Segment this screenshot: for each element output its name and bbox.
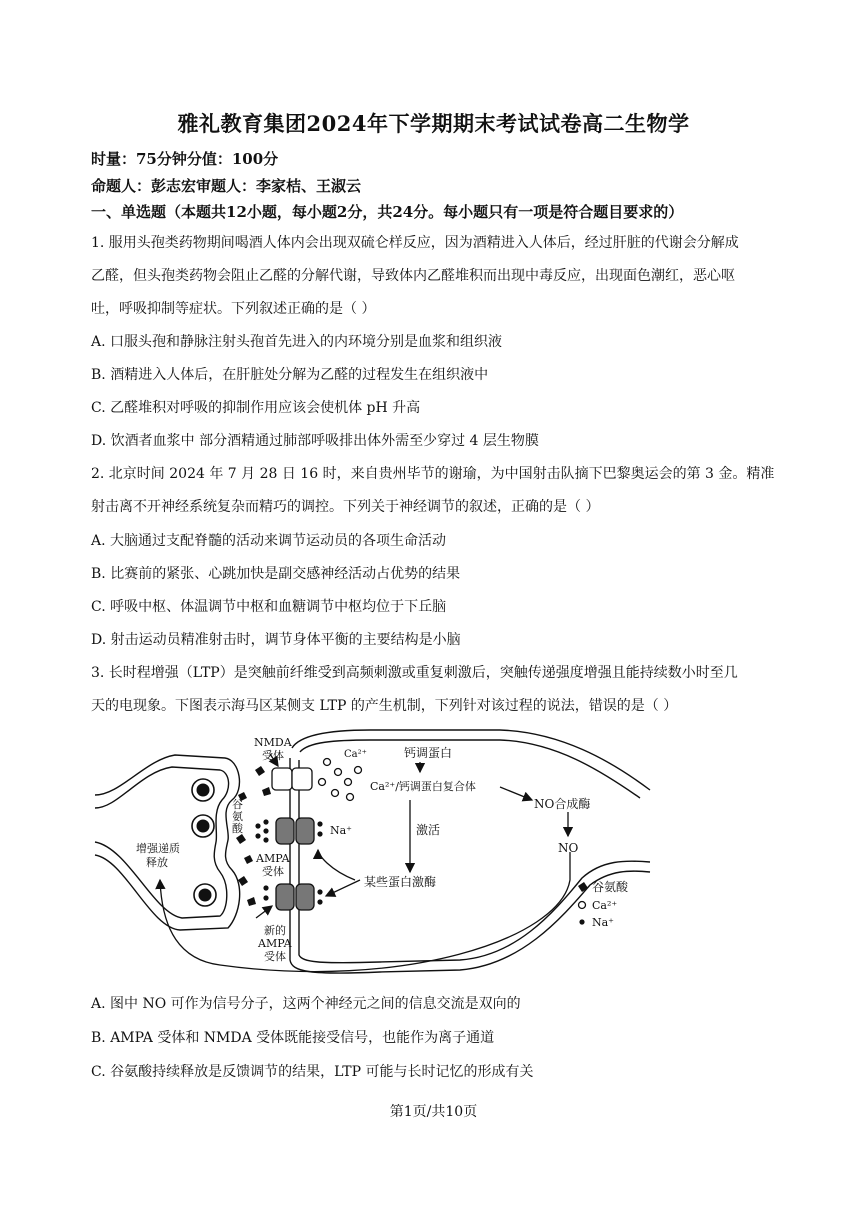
legend-glutamate: 谷氨酸 [592,880,629,894]
label-new-ampa-1: 新的 [264,924,286,937]
label-complex: Ca²⁺/钙调蛋白复合体 [370,780,476,793]
q3-stem-line2: 天的电现象。下图表示海马区某侧支 LTP 的产生机制，下列针对该过程的说法，错误的是（ ） [91,698,678,714]
label-glu-2: 氨 [232,810,243,823]
exam-title: 雅礼教育集团2024年下学期期末考试试卷高二生物学 [177,111,690,136]
page-footer: 第1页/共10页 [389,1104,478,1120]
q1-stem-line1: 1. 服用头孢类药物期间喝酒人体内会出现双硫仑样反应，因为酒精进入人体后，经过肝脏的代谢会分解成 [91,235,739,251]
ltp-mechanism-figure [0,725,867,985]
exam-authors: 命题人：彭志宏审题人：李家桔、王淑云 [91,177,362,195]
q2-option-c: C. 呼吸中枢、体温调节中枢和血糖调节中枢均位于下丘脑 [91,599,447,615]
label-nmda-1: NMDA [254,736,292,749]
synaptic-vesicles [192,779,216,906]
no-feedback-line [160,852,570,972]
glutamate-molecules [236,766,271,906]
label-nmda-2: 受体 [262,749,284,762]
label-new-ampa-3: 受体 [264,950,286,963]
q3-stem-line1: 3. 长时程增强（LTP）是突触前纤维受到高频刺激或重复刺激后，突触传递强度增强且能持续数小时至几 [91,665,738,681]
label-glu-1: 谷 [232,798,243,811]
label-no: NO [558,841,579,855]
figure-legend [578,880,629,929]
label-glu-3: 酸 [232,822,243,835]
q3-option-c: C. 谷氨酸持续释放是反馈调节的结果，LTP 可能与长时记忆的形成有关 [91,1064,534,1080]
ampa-receptor [276,818,314,844]
q2-option-d: D. 射击运动员精准射击时，调节身体平衡的主要结构是小脑 [91,632,461,648]
label-kinase: 某些蛋白激酶 [364,875,437,889]
exam-time-score: 时量：75分钟分值：100分 [91,150,279,168]
q1-option-b: B. 酒精进入人体后，在肝脏处分解为乙醛的过程发生在组织液中 [91,367,489,383]
nmda-receptor [272,768,312,790]
q1-option-a: A. 口服头孢和静脉注射头孢首先进入的内环境分别是血浆和组织液 [91,334,503,350]
label-activate: 激活 [416,823,441,837]
legend-na: Na⁺ [592,916,614,929]
new-ampa-receptor [276,884,314,910]
section-heading: 一、单选题（本题共12小题，每小题2分，共24分。每小题只有一项是符合题目要求的） [91,203,684,221]
label-ca: Ca²⁺ [344,749,367,760]
q1-option-c: C. 乙醛堆积对呼吸的抑制作用应该会使机体 pH 升高 [91,400,421,416]
q1-option-d: D. 饮酒者血浆中 部分酒精通过肺部呼吸排出体外需至少穿过 4 层生物膜 [91,433,539,449]
label-enhance-1: 增强递质 [136,842,180,855]
q1-stem-line2: 乙醛，但头孢类药物会阻止乙醛的分解代谢，导致体内乙醛堆积而出现中毒反应，出现面色潮红，恶心呕 [91,268,735,284]
q3-option-a: A. 图中 NO 可作为信号分子，这两个神经元之间的信息交流是双向的 [91,996,521,1012]
label-new-ampa-2: AMPA [258,937,292,950]
q2-stem-line2: 射击离不开神经系统复杂而精巧的调控。下列关于神经调节的叙述，正确的是（ ） [91,499,600,515]
label-no-synthase: NO合成酶 [534,797,591,811]
q3-option-b: B. AMPA 受体和 NMDA 受体既能接受信号，也能作为离子通道 [91,1030,495,1046]
legend-ca: Ca²⁺ [592,899,618,912]
q2-stem-line1: 2. 北京时间 2024 年 7 月 28 日 16 时，来自贵州毕节的谢瑜，为中国射击队摘下巴黎奥运会的第 3 金。精准 [91,466,775,482]
label-na: Na⁺ [330,824,352,837]
q2-option-a: A. 大脑通过支配脊髓的活动来调节运动员的各项生命活动 [91,533,447,549]
q1-stem-line3: 吐，呼吸抑制等症状。下列叙述正确的是（ ） [91,301,376,317]
q2-option-b: B. 比赛前的紧张、心跳加快是副交感神经活动占优势的结果 [91,566,461,582]
label-ampa-2: 受体 [262,865,284,878]
label-ampa-1: AMPA [256,852,290,865]
postsynaptic-neuron [290,730,650,973]
label-enhance-2: 释放 [146,856,168,869]
label-calmodulin: 钙调蛋白 [404,746,453,760]
calcium-ions [319,759,362,801]
